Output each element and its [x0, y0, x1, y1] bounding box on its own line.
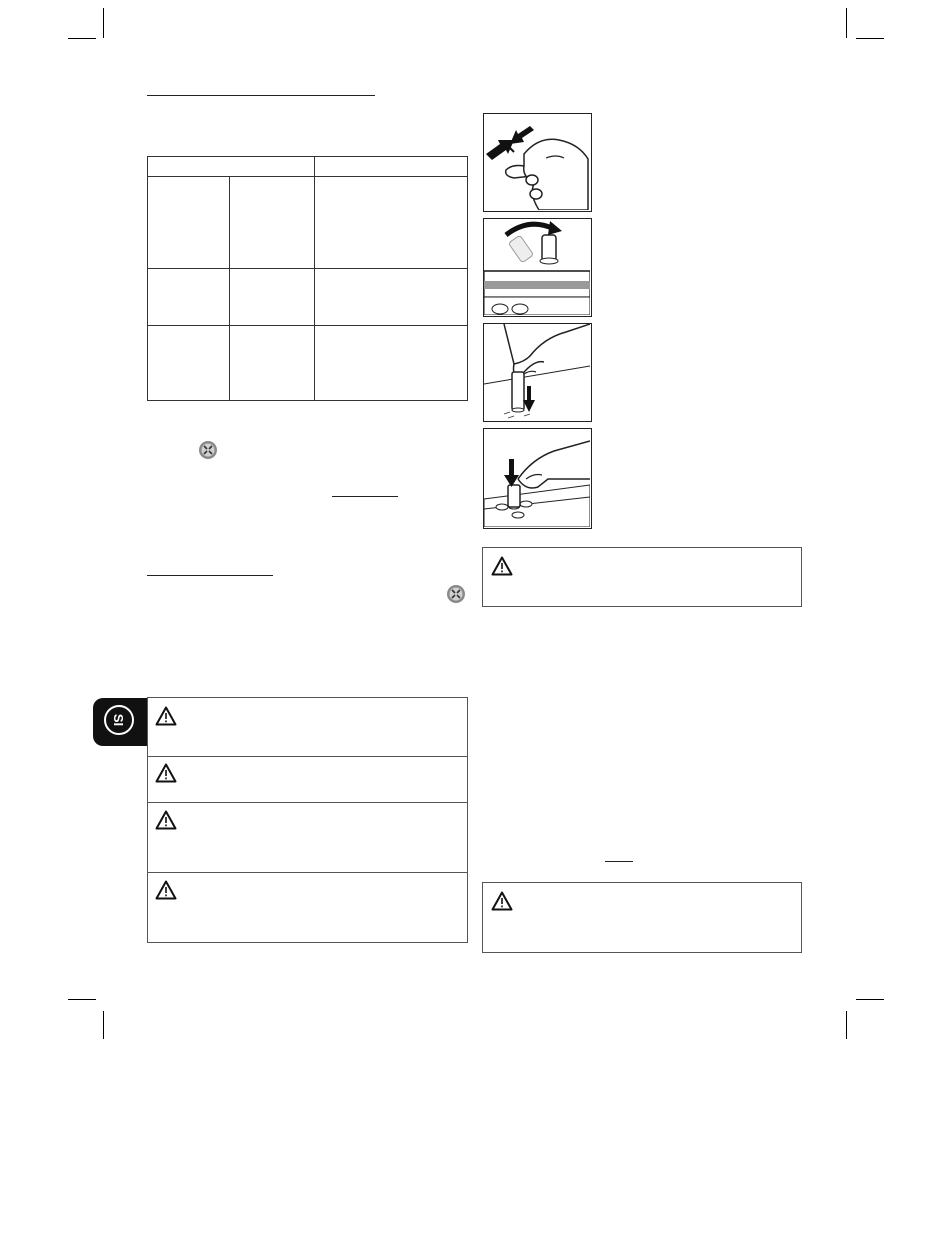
warning-row: [148, 872, 467, 942]
table-cell: [315, 326, 468, 401]
table-cell: [148, 269, 230, 326]
crop-mark: [846, 8, 847, 38]
table-cell: [230, 177, 315, 269]
crop-mark: [103, 1011, 104, 1039]
descale-button-icon: [446, 584, 466, 604]
table-header-cell: [148, 157, 315, 177]
warning-triangle-icon: [155, 880, 177, 900]
table-cell: [230, 269, 315, 326]
figure-press-down: [483, 323, 592, 422]
table-cell: [315, 177, 468, 269]
water-hardness-table: [147, 156, 468, 401]
crop-mark: [103, 8, 104, 38]
figure-rotate-cap: [483, 218, 592, 317]
figure-break-ampoule: [483, 113, 592, 212]
table-cell: [315, 269, 468, 326]
warning-triangle-icon: [491, 556, 513, 576]
warning-row: [148, 698, 467, 757]
warning-triangle-icon: [155, 810, 177, 830]
warning-box-stack: [147, 697, 468, 943]
table-cell: [148, 177, 230, 269]
warning-triangle-icon: [491, 891, 513, 911]
warning-box: [482, 547, 802, 607]
warning-triangle-icon: [155, 763, 177, 783]
crop-mark: [68, 999, 96, 1000]
warning-box: [482, 882, 802, 953]
descale-button-icon: [198, 440, 218, 460]
subheading-underline: [147, 575, 273, 576]
warning-row: [148, 802, 467, 873]
language-tab-label: SI: [104, 705, 134, 735]
crop-mark: [856, 999, 884, 1000]
warning-triangle-icon: [155, 706, 177, 726]
section-heading-underline: [147, 95, 375, 96]
link-underline: [605, 861, 633, 862]
crop-mark: [856, 38, 884, 39]
warning-row: [148, 756, 467, 803]
link-underline: [332, 496, 398, 497]
table-cell: [230, 326, 315, 401]
crop-mark: [68, 38, 96, 39]
crop-mark: [846, 1011, 847, 1039]
table-header-cell: [315, 157, 468, 177]
figure-insert-strip: [483, 428, 592, 529]
table-cell: [148, 326, 230, 401]
